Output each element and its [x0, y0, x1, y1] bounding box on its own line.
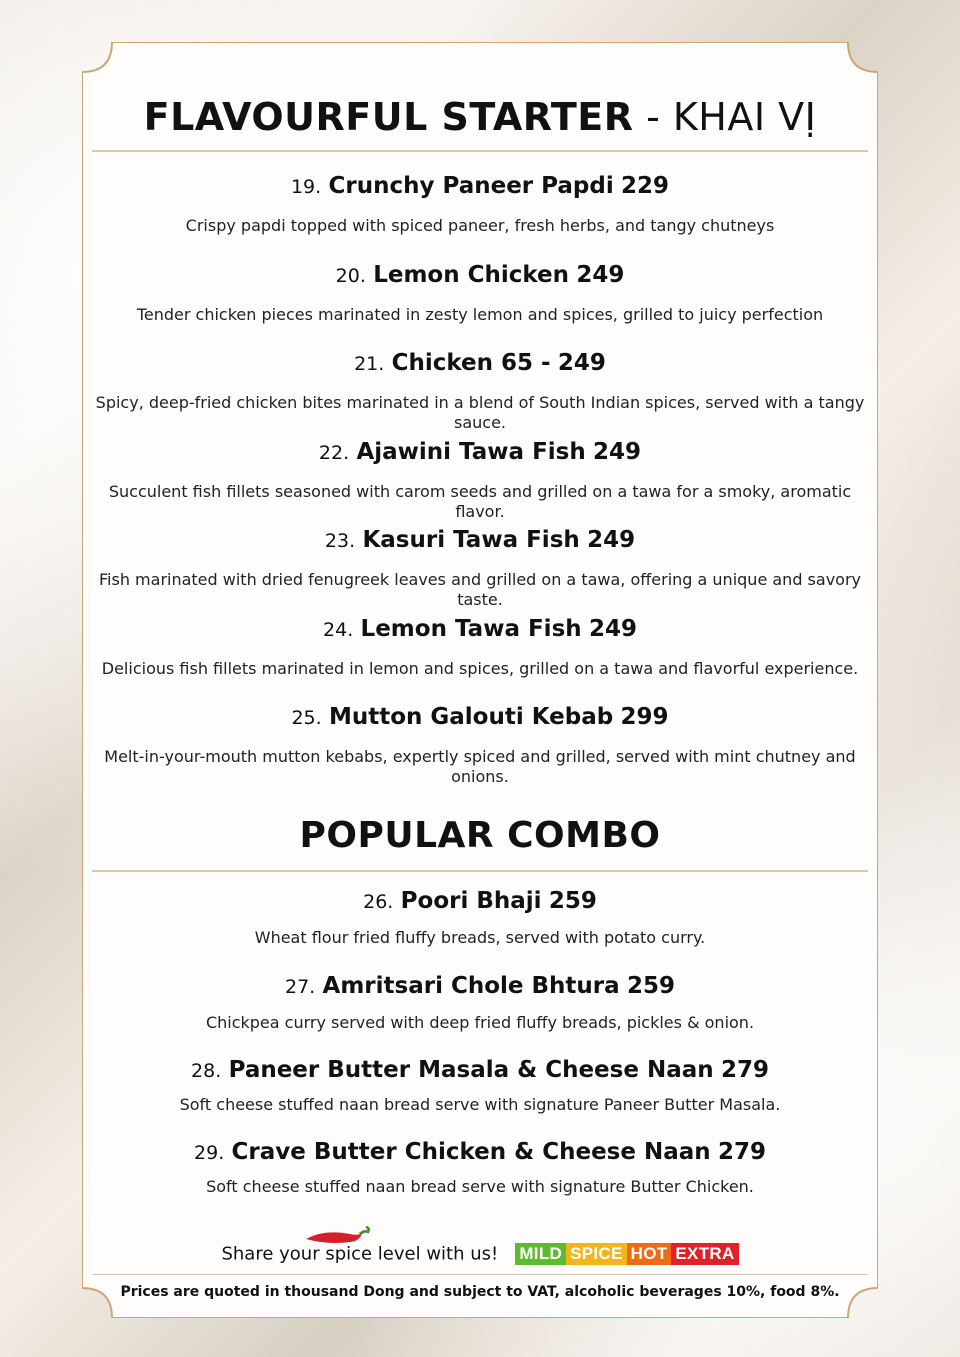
spice-level-badges: [515, 1243, 738, 1265]
item-title: Ajawini Tawa Fish: [356, 439, 586, 465]
item-price: 279: [720, 1057, 769, 1083]
item-number: 28.: [191, 1060, 222, 1082]
item-title: Crave Butter Chicken & Cheese Naan: [231, 1139, 711, 1165]
menu-item: [82, 526, 878, 610]
item-title: Poori Bhaji: [400, 888, 542, 914]
menu-item: [82, 972, 878, 1033]
item-number: 22.: [318, 442, 350, 464]
starter-title-sub: - KHAI VỊ: [633, 95, 817, 139]
menu-item: [82, 172, 878, 236]
item-number: 27.: [285, 976, 316, 998]
item-number: 24.: [323, 619, 354, 641]
menu-item: [82, 438, 878, 522]
item-description: Delicious fish fillets marinated in lemon and spices, grilled on a tawa and flavorful experience.: [101, 659, 859, 678]
item-price: 249: [557, 350, 606, 376]
starter-title-divider: [92, 150, 868, 152]
spice-level-row: [82, 1243, 878, 1265]
item-description: Crispy papdi topped with spiced paneer, fresh herbs, and tangy chutneys: [185, 216, 775, 235]
menu-item: [82, 1056, 878, 1115]
spice-level-text: Share your spice level with us!: [221, 1243, 499, 1265]
menu-item: [82, 1138, 878, 1197]
item-number: 29.: [194, 1142, 225, 1164]
menu-card: [82, 42, 878, 1318]
spice-badge-mild: MILD: [515, 1243, 566, 1265]
item-title: Amritsari Chole Bhtura: [322, 973, 620, 999]
item-description: Chickpea curry served with deep fried fluffy breads, pickles & onion.: [205, 1013, 755, 1032]
item-number: 25.: [291, 707, 322, 729]
item-number: 23.: [324, 530, 356, 552]
item-price: 259: [626, 973, 675, 999]
item-price: 299: [620, 704, 669, 730]
item-description: Wheat flour fried fluffy breads, served with potato curry.: [254, 928, 706, 947]
price-note: Prices are quoted in thousand Dong and subject to VAT, alcoholic beverages 10%, food 8%.: [120, 1284, 840, 1300]
item-description: Succulent fish fillets seasoned with carom seeds and grilled on a tawa for a smoky, aromatic flavor.: [108, 482, 852, 521]
item-number: 21.: [354, 353, 385, 375]
item-description: Soft cheese stuffed naan bread serve with signature Butter Chicken.: [206, 1177, 754, 1196]
spice-badge-extra: EXTRA: [671, 1243, 738, 1265]
item-title: Chicken 65 -: [391, 350, 551, 376]
item-description: Fish marinated with dried fenugreek leaves and grilled on a tawa, offering a unique and savory taste.: [99, 570, 861, 609]
combo-title-divider: [92, 870, 868, 872]
item-price: 279: [717, 1139, 766, 1165]
item-price: 249: [593, 439, 642, 465]
item-title: Mutton Galouti Kebab: [328, 704, 614, 730]
item-title: Kasuri Tawa Fish: [362, 527, 580, 553]
item-description: Melt-in-your-mouth mutton kebabs, expertly spiced and grilled, served with mint chutney and onions.: [104, 747, 856, 786]
menu-item: [82, 887, 878, 948]
item-description: Spicy, deep-fried chicken bites marinated in a blend of South Indian spices, served with a tangy sauce.: [95, 393, 865, 432]
menu-item: [82, 615, 878, 679]
item-number: 26.: [363, 891, 394, 913]
combo-section-title: POPULAR COMBO: [299, 815, 661, 856]
spice-badge-spice: SPICE: [566, 1243, 627, 1265]
item-number: 20.: [335, 265, 366, 287]
item-title: Paneer Butter Masala & Cheese Naan: [228, 1057, 714, 1083]
starter-section-title: [82, 94, 878, 140]
starter-title-main: FLAVOURFUL STARTER: [143, 95, 634, 139]
item-number: 19.: [290, 176, 322, 198]
spice-badge-hot: HOT: [627, 1243, 672, 1265]
menu-item: [82, 261, 878, 325]
item-price: 259: [548, 888, 597, 914]
item-price: 229: [621, 173, 670, 199]
menu-item: [82, 349, 878, 433]
item-description: Tender chicken pieces marinated in zesty lemon and spices, grilled to juicy perfection: [136, 305, 824, 324]
item-title: Lemon Chicken: [373, 262, 570, 288]
item-price: 249: [587, 527, 636, 553]
footer-divider: [92, 1274, 868, 1275]
item-price: 249: [588, 616, 637, 642]
menu-item: [82, 703, 878, 787]
item-title: Lemon Tawa Fish: [360, 616, 582, 642]
item-description: Soft cheese stuffed naan bread serve with signature Paneer Butter Masala.: [179, 1095, 781, 1114]
item-price: 249: [576, 262, 625, 288]
item-title: Crunchy Paneer Papdi: [328, 173, 614, 199]
